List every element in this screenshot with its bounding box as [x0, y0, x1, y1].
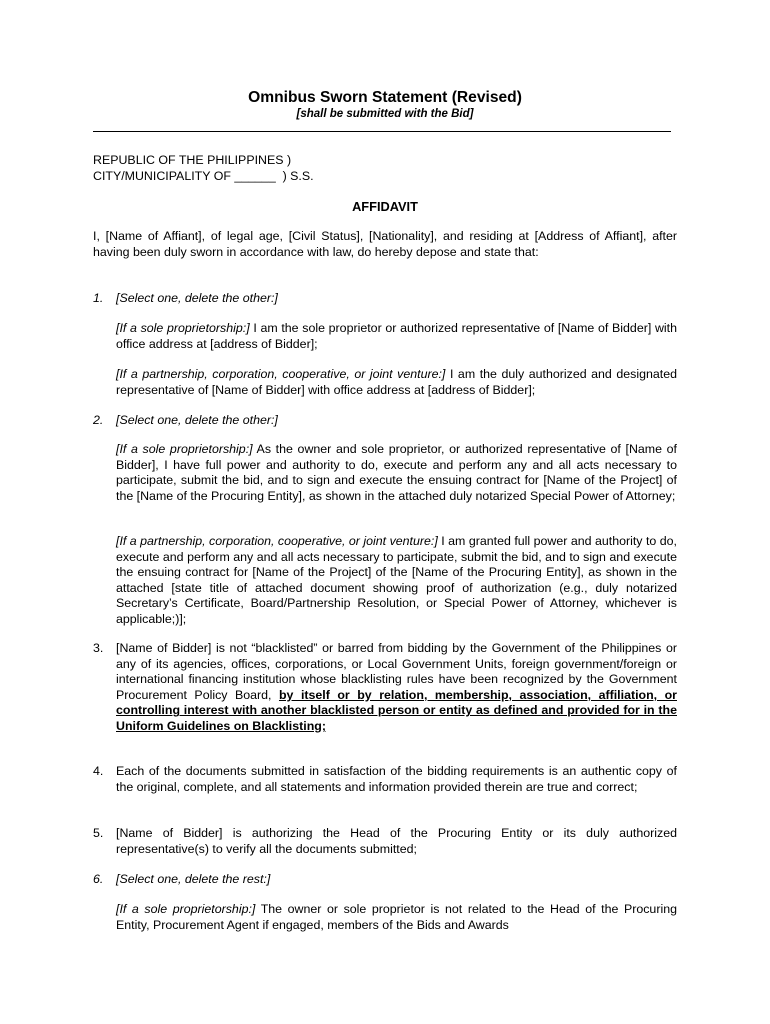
item-4-number: 4.: [93, 764, 104, 778]
item-1-option-a: [116, 321, 677, 352]
item-2-select-text: [Select one, delete the other:]: [116, 413, 278, 427]
item-1-select-text: [Select one, delete the other:]: [116, 291, 278, 305]
affidavit-heading: AFFIDAVIT: [352, 199, 418, 214]
item-2-option-a-text: As the owner and sole proprietor, or authorized representative of [Name of Bidder], I have full power and authority to do, execute and perform any and all acts necessary to participate, submit the bid, and to sign and execute the ensuing contract for [Name of the Project] of the [Name of the Procuring Entity], as shown in the attached duly notarized Special Power of Attorney;: [116, 442, 678, 503]
item-6-option-a-lead: [If a sole proprietorship:]: [116, 902, 256, 916]
item-2-option-b: [116, 534, 677, 628]
item-1-option-a-text: I am the sole proprietor or authorized representative of [Name of Bidder] with office address at [address of Bidder];: [116, 321, 677, 351]
item-3-text: [Name of Bidder] is not “blacklisted” or barred from bidding by the Government of the Philippines or any of its agencies, offices, corporations, or Local Government Units, foreign government/foreign or international financing institution whose blacklisting rules have been recognized by the Government Procurement Policy Board,: [116, 641, 677, 702]
intro-paragraph: I, [Name of Affiant], of legal age, [Civil Status], [Nationality], and residing at [Address of Affiant], after having been duly sworn in accordance with law, do hereby depose and state that:: [93, 229, 677, 259]
item-6-number: 6.: [93, 872, 104, 886]
title-divider: [93, 131, 671, 132]
item-1-number: 1.: [93, 291, 104, 305]
item-1-option-b-text: I am the duly authorized and designated representative of [Name of Bidder] with office address at [address of Bidder];: [116, 367, 677, 397]
item-2-option-b-text: I am granted full power and authority to do, execute and perform any and all acts necessary to participate, submit the bid, and to sign and execute the ensuing contract for [Name of the Project] of the [Name of the Procuring Entity], as shown in the attached [state title of attached document showing proof of authorization (e.g., duly notarized Secretary’s Certificate, Board/Partnership Resolution, or Special Power of Attorney, whichever is applicable;)];: [116, 534, 677, 626]
item-5-text: [Name of Bidder] is authorizing the Head of the Procuring Entity or its duly authorized representative(s) to verify all the documents submitted;: [116, 826, 677, 856]
item-2-option-a-lead: [If a sole proprietorship:]: [116, 442, 253, 456]
document-title: Omnibus Sworn Statement (Revised): [248, 89, 522, 106]
item-5-number: 5.: [93, 826, 104, 840]
jurisdiction-line-2: CITY/MUNICIPALITY OF ______ ) S.S.: [93, 169, 314, 183]
item-2-option-a: [116, 442, 677, 504]
item-2-number: 2.: [93, 413, 104, 427]
item-6-option-a-text: The owner or sole proprietor is not related to the Head of the Procuring Entity, Procurement Agent if engaged, members of the Bids and Awards: [116, 902, 677, 932]
item-2-option-b-lead: [If a partnership, corporation, cooperative, or joint venture:]: [116, 534, 438, 548]
jurisdiction-line-1: REPUBLIC OF THE PHILIPPINES ): [93, 153, 292, 167]
item-1-option-a-lead: [If a sole proprietorship:]: [116, 321, 250, 335]
item-1-option-b-lead: [If a partnership, corporation, cooperative, or joint venture:]: [116, 367, 446, 381]
item-3-body: [116, 641, 677, 735]
item-4: [93, 764, 677, 795]
item-3: [93, 641, 677, 735]
item-6-select-text: [Select one, delete the rest:]: [116, 872, 271, 886]
item-1-option-b: [116, 367, 677, 398]
item-6-option-a: [116, 902, 677, 933]
item-4-text: Each of the documents submitted in satisfaction of the bidding requirements is an authentic copy of the original, complete, and all statements and information provided therein are true and correct;: [116, 764, 677, 794]
item-3-number: 3.: [93, 641, 104, 655]
jurisdiction-block: [93, 152, 673, 184]
item-5: [93, 826, 677, 857]
item-3-emphasis: by itself or by relation, membership, association, affiliation, or controlling interest with another blacklisted person or entity as defined and provided for in the Uniform Guidelines on Blacklisting;: [116, 687, 677, 733]
document-subtitle: [shall be submitted with the Bid]: [296, 108, 474, 120]
